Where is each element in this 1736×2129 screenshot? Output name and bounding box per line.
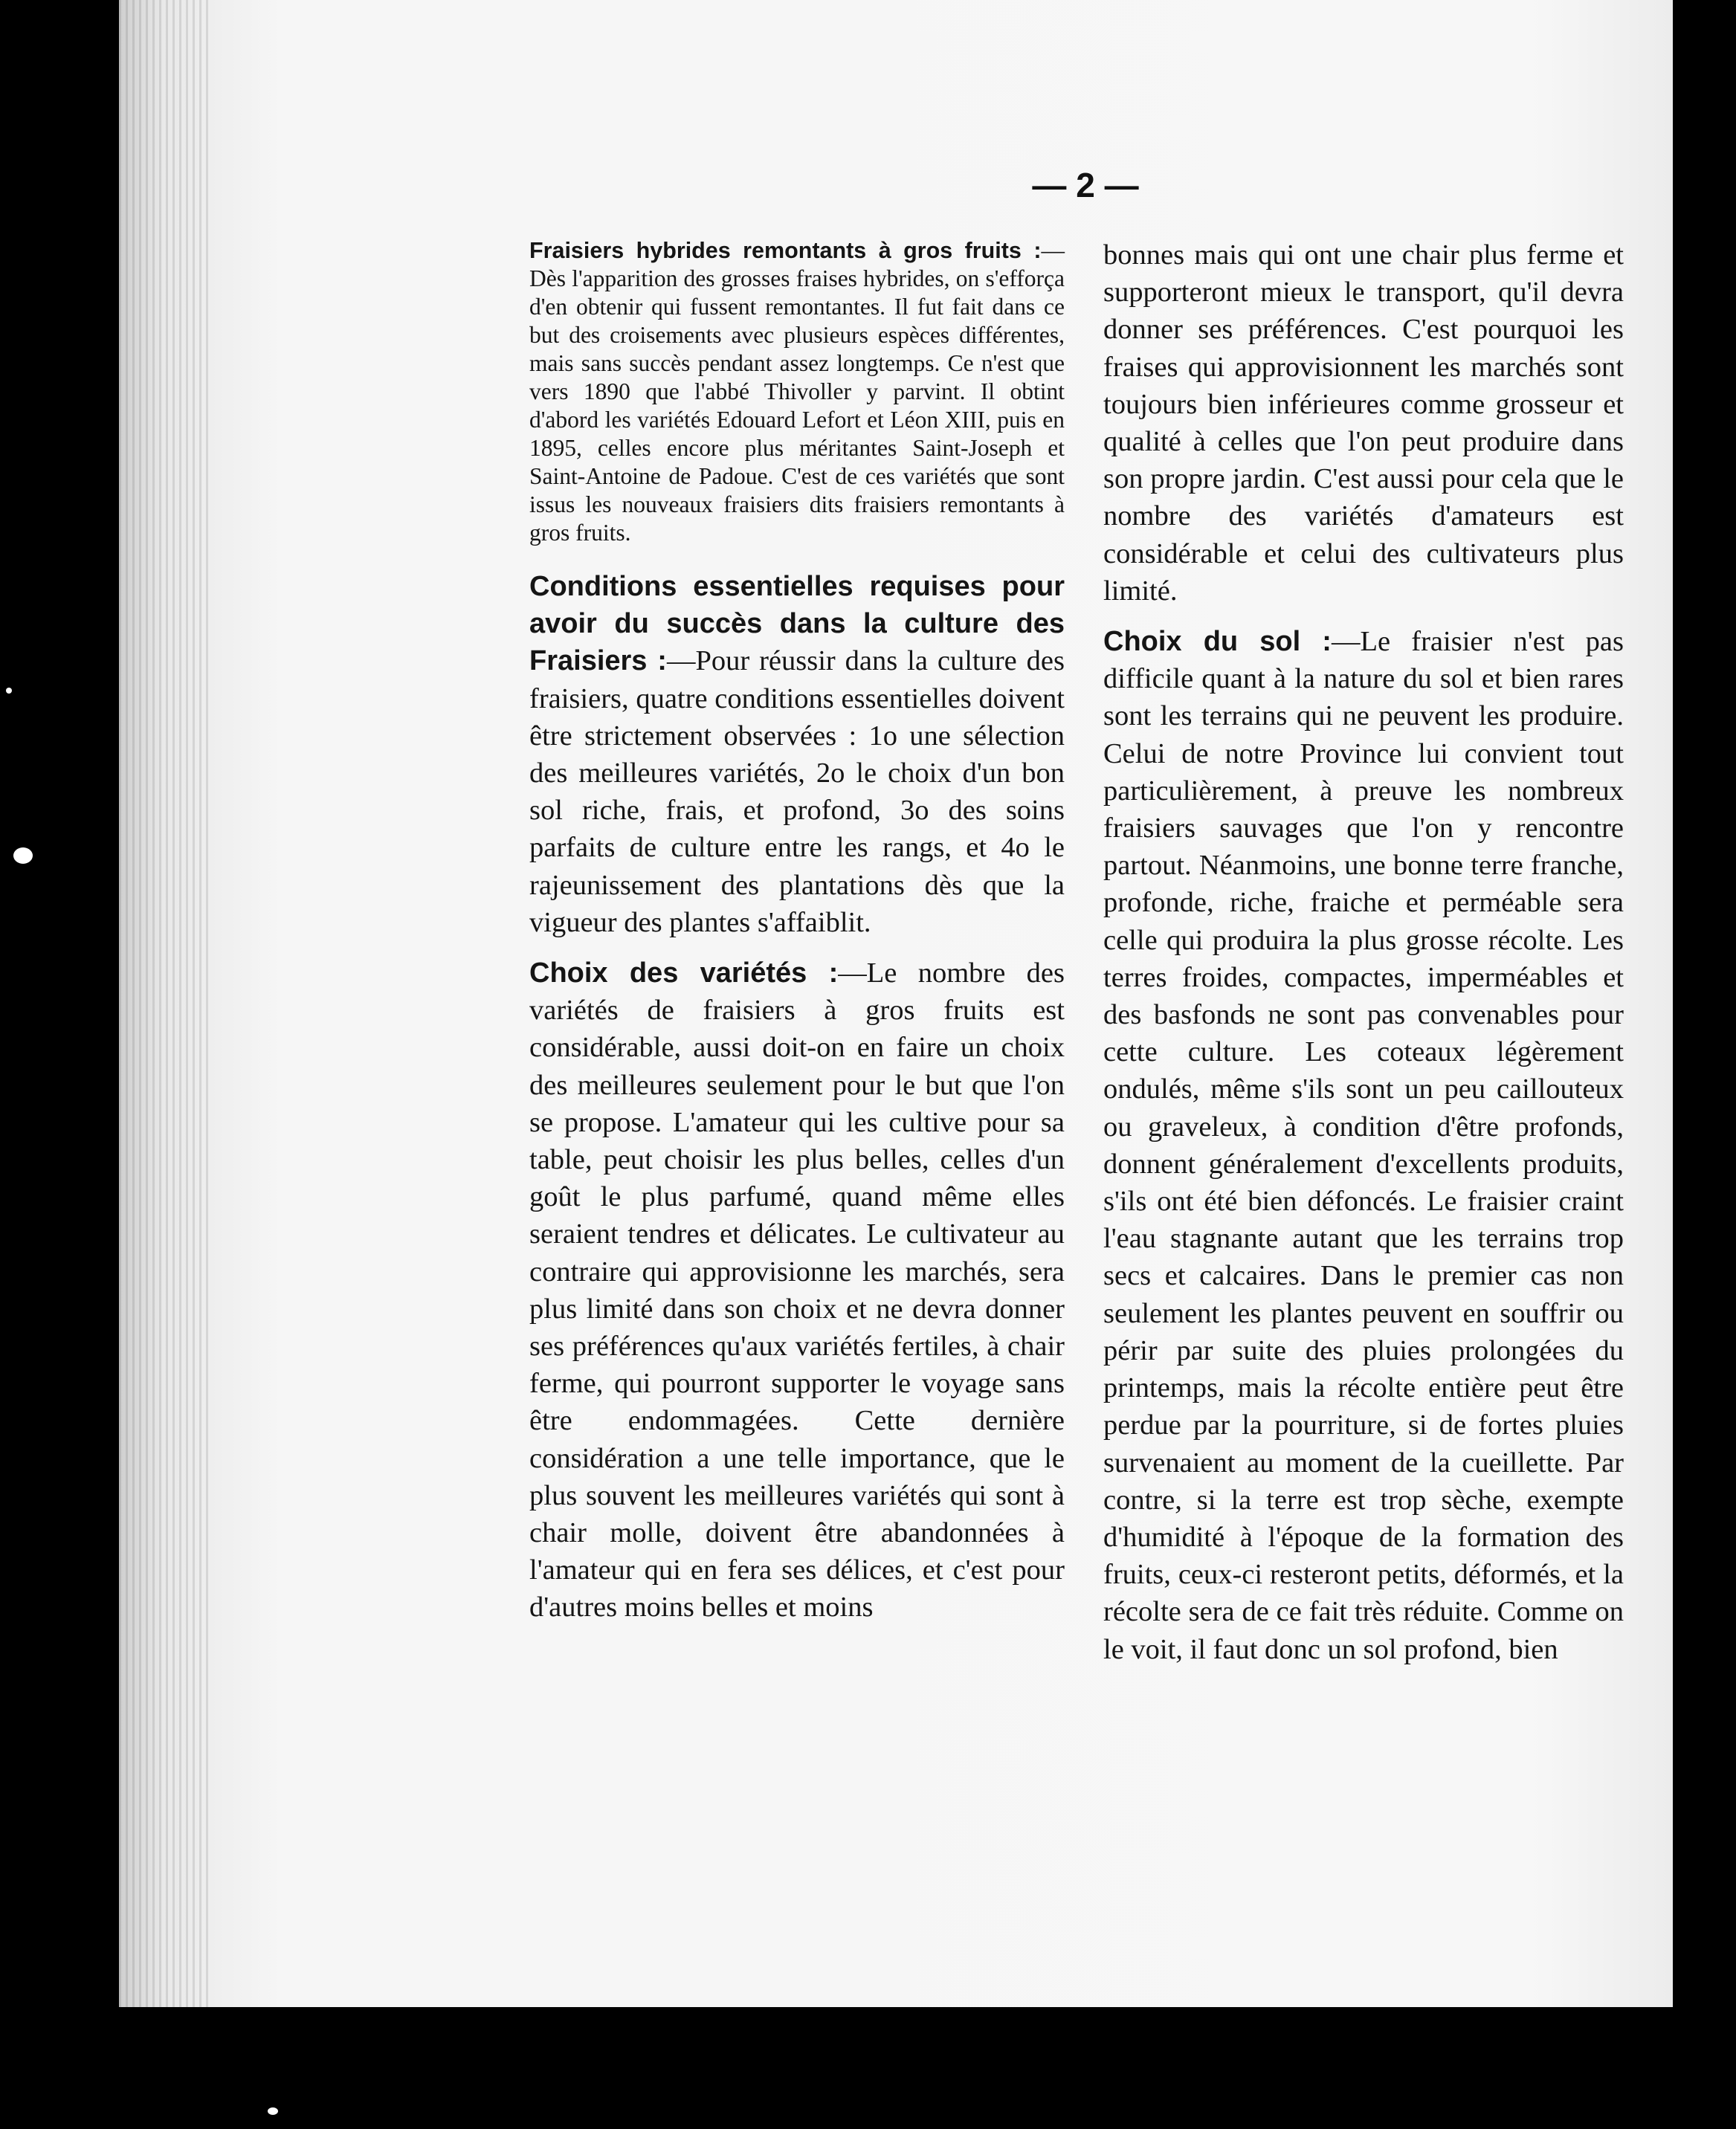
conditions-text: —Pour réussir dans la culture des fraisiers, quatre conditions essentielles doivent être strictement observées : 1o une sélection des meilleures variétés, 2o le choix d'un bon sol riche, frais, et profond, 3o des soins parfaits de culture entre les rangs, et 4o le rajeunissement des plantations dès que la vigueur des plantes s'affaiblit. xyxy=(529,645,1065,938)
scan-speck xyxy=(13,847,33,864)
right-column xyxy=(1103,236,1624,1668)
page-binding-edge xyxy=(119,0,208,2007)
intro-heading: Fraisiers hybrides remontants à gros fruits : xyxy=(529,238,1042,263)
sol-heading: Choix du sol : xyxy=(1103,626,1332,658)
varietes-paragraph xyxy=(529,954,1065,1626)
scan-speck xyxy=(6,688,12,694)
page-number: — 2 — xyxy=(1032,166,1139,204)
varietes-text: —Le nombre des variétés de fraisiers à gros fruits est considérable, aussi doit-on en faire un choix des meilleures seulement pour le but que l'on se propose. L'amateur qui les cultive pour sa table, peut choisir les plus belles, celles d'un goût le plus parfumé, quand même elles seraient tendres et délicates. Le cultivateur au contraire qui approvisionne les marchés, sera plus limité dans son choix et ne devra donner ses préférences qu'aux variétés fertiles, à chair ferme, qui pourront supporter le voyage sans être endommagées. Cette dernière considération a une telle importance, que le plus souvent les meilleures variétés qui sont à chair molle, doivent être abandonnées à l'amateur qui en fera ses délices, et c'est pour d'autres moins belles et moins xyxy=(529,957,1065,1624)
continuation-paragraph: bonnes mais qui ont une chair plus ferme et supporteront mieux le transport, qu'il devra donner ses préférences. C'est pourquoi les fraises qui approvisionnent les marchés sont toujours bien inférieures comme grosseur et qualité à celles que l'on peut produire dans son propre jardin. C'est aussi pour cela que le nombre des variétés d'amateurs est considérable et celui des cultivateurs plus limité. xyxy=(1103,239,1624,607)
intro-text: —Dès l'apparition des grosses fraises hybrides, on s'efforça d'en obtenir qui fussent remontantes. Il fut fait dans ce but des croisements avec plusieurs espèces différentes, mais sans succès pendant assez longtemps. Ce n'est que vers 1890 que l'abbé Thivoller y parvint. Il obtint d'abord les variétés Edouard Lefort et Léon XIII, puis en 1895, celles encore plus méritantes Saint-Joseph et Saint-Antoine de Padoue. C'est de ces variétés que sont issus les nouveaux fraisiers dits fraisiers remontants à gros fruits. xyxy=(529,237,1065,546)
scan-speck xyxy=(268,2107,278,2115)
sol-text: —Le fraisier n'est pas difficile quant à la nature du sol et bien rares sont les terrains qui ne peuvent les produire. Celui de notre Province lui convient tout particulièrement, à preuve les nombreux fraisiers sauvages que l'on y rencontre partout. Néanmoins, une bonne terre franche, profonde, riche, fraiche et perméable sera celle qui produira la plus grosse récolte. Les terres froides, compactes, imperméables et des basfonds ne sont pas convenables pour cette culture. Les coteaux légèrement ondulés, même s'ils sont un peu caillouteux ou graveleux, à condition d'être profonds, donnent généralement d'excellents produits, s'ils ont été bien défoncés. Le fraisier craint l'eau stagnante autant que les terrains trop secs et calcaires. Dans le premier cas non seulement les plantes peuvent en souffrir ou périr par suite des pluies prolongées du printemps, mais la récolte entière peut être perdue par la pourriture, si de fortes pluies survenaient au moment de la cueillette. Par contre, si la terre est trop sèche, exempte d'humidité à l'époque de la formation des fruits, ceux-ci resteront petits, déformés, et la récolte sera de ce fait très réduite. Comme on le voit, il faut donc un sol profond, bien xyxy=(1103,626,1624,1665)
varietes-heading: Choix des variétés : xyxy=(529,957,839,989)
intro-paragraph xyxy=(529,236,1065,547)
left-column xyxy=(529,236,1065,1626)
conditions-paragraph xyxy=(529,568,1065,941)
sol-paragraph xyxy=(1103,623,1624,1668)
conditions-heading: Conditions essentielles requises pour avoir du succès dans la culture des Fraisiers : xyxy=(529,571,1065,677)
